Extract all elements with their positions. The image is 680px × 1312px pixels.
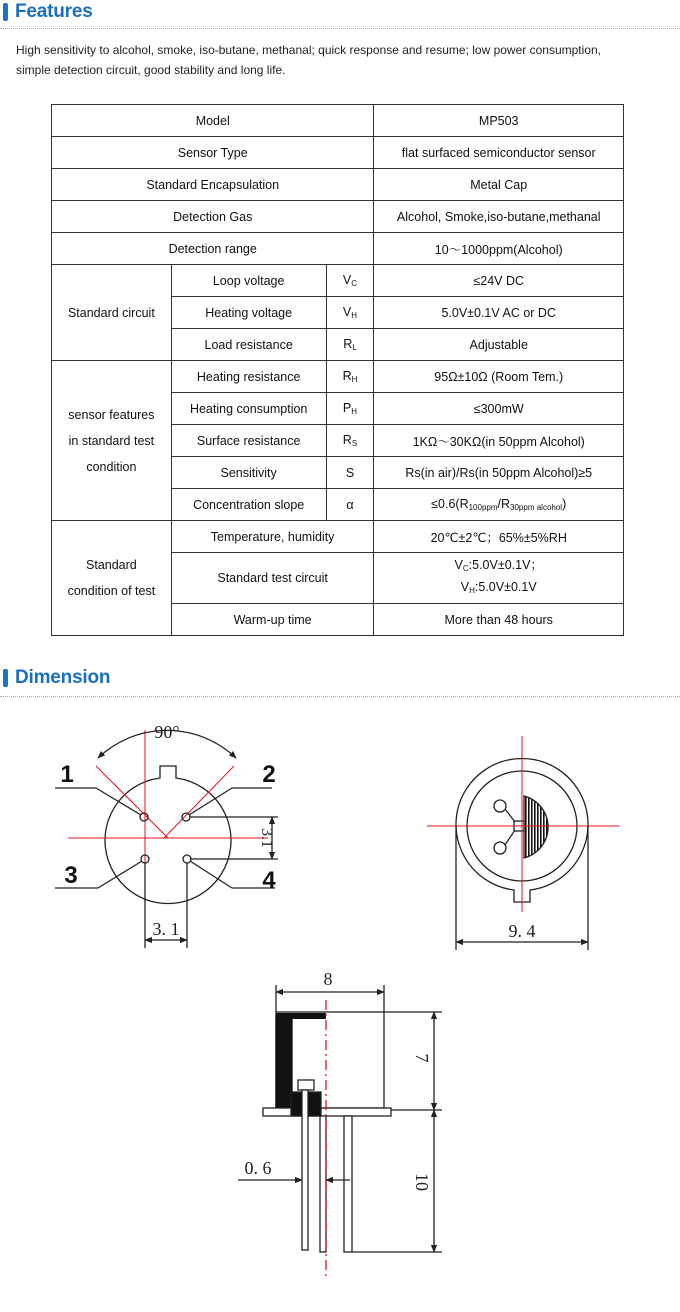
type-label: Sensor Type: [52, 137, 374, 169]
loop-label: Loop voltage: [171, 265, 326, 297]
warm-label: Warm-up time: [171, 604, 374, 636]
slope-value: $\le 0.6(R_{100ppm}/R_{30ppm alcohol})$: [374, 489, 624, 521]
loop-value: ≤24V DC: [374, 265, 624, 297]
features-group-label: sensor features in standard test condition: [52, 361, 172, 521]
heat-label: Heating voltage: [171, 297, 326, 329]
circuit-group-label: Standard circuit: [52, 265, 172, 361]
temp-label: Temperature, humidity: [171, 521, 374, 553]
warm-value: More than 48 hours: [374, 604, 624, 636]
load-symbol: $R_L$: [326, 329, 374, 361]
pin-4-label: 4: [262, 867, 276, 894]
sens-symbol: S: [326, 457, 374, 489]
load-label: Load resistance: [171, 329, 326, 361]
model-value: MP503: [374, 105, 624, 137]
circ-value: $V_C:5.0V\pm 0.1V$； $V_H:5.0V\pm 0.1V$: [374, 553, 624, 604]
top-view-drawing: [427, 736, 620, 950]
pin-length-10-label: 10: [412, 1173, 432, 1191]
pin-spacing-horizontal-label: 3. 1: [152, 919, 180, 939]
intro-line-1: High sensitivity to alcohol, smoke, iso-butane, methanal; quick response and resume; low power consumption,: [16, 43, 601, 57]
test-group-label: Standard condition of test: [52, 521, 172, 636]
circ-label: Standard test circuit: [171, 553, 374, 604]
sres-value: 1KΩ～30KΩ(in 50ppm Alcohol): [374, 425, 624, 457]
load-value: Adjustable: [374, 329, 624, 361]
encap-label: Standard Encapsulation: [52, 169, 374, 201]
sres-symbol: $R_S$: [326, 425, 374, 457]
heat-symbol: $V_H$: [326, 297, 374, 329]
sens-label: Sensitivity: [171, 457, 326, 489]
gas-value: Alcohol, Smoke,iso-butane,methanal: [374, 201, 624, 233]
pin-1-label: 1: [60, 761, 74, 788]
encap-value: Metal Cap: [374, 169, 624, 201]
heat-value: 5.0V±0.1V AC or DC: [374, 297, 624, 329]
gas-label: Detection Gas: [52, 201, 374, 233]
features-title: Features: [15, 1, 93, 22]
hres-symbol: $R_H$: [326, 361, 374, 393]
range-value: 10～1000ppm(Alcohol): [374, 233, 624, 265]
temp-value: 20℃±2℃；65%±5%RH: [374, 521, 624, 553]
diameter-9-4-label: 9. 4: [508, 921, 536, 941]
pin-2-label: 2: [262, 761, 276, 788]
angle-label: 90°: [154, 722, 180, 742]
hcons-value: ≤300mW: [374, 393, 624, 425]
width-8-label: 8: [323, 969, 333, 989]
sens-value: Rs(in air)/Rs(in 50ppm Alcohol)≥5: [374, 457, 624, 489]
hres-label: Heating resistance: [171, 361, 326, 393]
bottom-view-drawing: [55, 730, 278, 948]
hcons-label: Heating consumption: [171, 393, 326, 425]
dimension-title: Dimension: [15, 667, 111, 688]
slope-label: Concentration slope: [171, 489, 326, 521]
intro-line-2: simple detection circuit, good stability and long life.: [16, 63, 286, 77]
loop-symbol: $V_C$: [326, 265, 374, 297]
sres-label: Surface resistance: [171, 425, 326, 457]
pin-3-label: 3: [64, 862, 78, 889]
model-label: Model: [52, 105, 374, 137]
side-view-drawing: [238, 985, 442, 1280]
pin-spacing-vertical-label: 3.1: [258, 828, 275, 848]
height-7-label: 7: [412, 1053, 432, 1063]
slope-symbol: α: [326, 489, 374, 521]
hcons-symbol: $P_H$: [326, 393, 374, 425]
pin-diameter-label: 0. 6: [244, 1158, 272, 1178]
type-value: flat surfaced semiconductor sensor: [374, 137, 624, 169]
range-label: Detection range: [52, 233, 374, 265]
hres-value: 95Ω±10Ω (Room Tem.): [374, 361, 624, 393]
